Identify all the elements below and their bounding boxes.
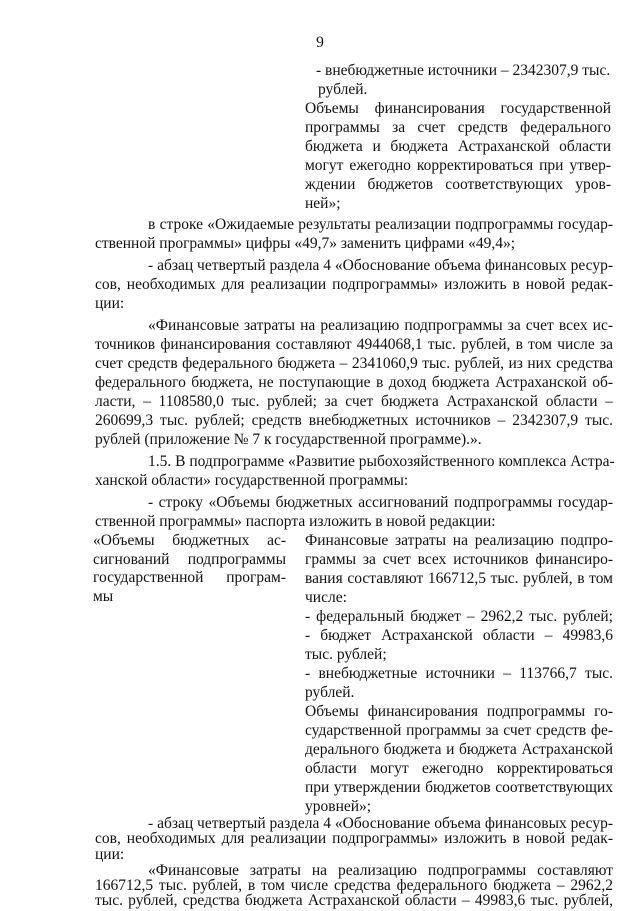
text-line: ласти, – 1108580,0 тыс. рублей; за счет бюджета Астраханской области –: [95, 393, 613, 410]
text-line: 166712,5 тыс. рублей, в том числе средства федерального бюджета – 2962,2: [95, 876, 613, 894]
text-line: дерального бюджета и бюджета Астраханской: [305, 741, 613, 758]
text-line: ственной программы» цифры «49,7» заменить цифрами «49,4»;: [95, 235, 516, 252]
text-line: рублей (приложение № 7 к государственной программе).».: [95, 431, 482, 448]
text-line: государственной програм-: [93, 569, 286, 587]
text-line: сов, необходимых для реализации подпрограммы» изложить в новой редак-: [95, 830, 613, 848]
text-line: - федеральный бюджет – 2962,2 тыс. рублей;: [305, 608, 613, 625]
text-line: федерального бюджета, не поступающие в доход бюджета Астраханской об-: [95, 374, 613, 391]
text-line: сударственной программы за счет средств фе-: [305, 722, 613, 739]
text-line: ней»;: [305, 195, 341, 212]
text-line: - внебюджетные источники – 113766,7 тыс.: [305, 665, 613, 682]
text-line: сигнований подпрограммы: [93, 550, 286, 568]
text-line: - внебюджетные источники – 2342307,9 тыс.: [316, 62, 611, 79]
text-line: Финансовые затраты на реализацию подпро-: [305, 532, 613, 549]
text-line: мы: [93, 587, 114, 605]
text-line: 260699,3 тыс. рублей; средств внебюджетных источников – 2342307,9 тыс.: [95, 412, 613, 429]
text-line: точников финансирования составляют 4944068,1 тыс. рублей, в том числе за: [95, 336, 613, 353]
text-line: области могут ежегодно корректироваться: [305, 760, 613, 777]
text-line: - абзац четвертый раздела 4 «Обоснование объема финансовых ресур-: [148, 257, 613, 274]
text-line: - абзац четвертый раздела 4 «Обоснование объема финансовых ресур-: [148, 815, 613, 833]
text-line: в строке «Ожидаемые результаты реализации подпрограммы государ-: [148, 216, 613, 233]
text-line: ждении бюджетов соответствующих уров-: [305, 176, 611, 193]
text-line: программы за счет средств федерального: [305, 119, 611, 136]
text-line: «Финансовые затраты на реализацию подпрограммы за счет всех ис-: [148, 317, 613, 334]
text-line: Объемы финансирования государственной: [305, 100, 611, 117]
text-line: «Финансовые затраты на реализацию подпрограммы составляют: [148, 861, 613, 879]
text-line: рублей.: [318, 81, 368, 98]
text-line: счет средств федерального бюджета – 2341060,9 тыс. рублей, из них средства: [95, 355, 613, 372]
text-line: Объемы финансирования подпрограммы го-: [305, 703, 613, 720]
table-row-label: [93, 532, 286, 606]
page-number: 9: [316, 34, 324, 51]
text-line: тыс. рублей;: [305, 646, 387, 663]
text-line: вания составляют 166712,5 тыс. рублей, в том: [305, 570, 613, 587]
text-line: тыс. рублей, средства бюджета Астраханской области – 49983,6 тыс. рублей,: [95, 892, 613, 909]
text-line: бюджета и бюджета Астраханской области: [305, 138, 611, 155]
text-line: числе:: [305, 589, 347, 606]
text-line: рублей.: [305, 684, 355, 701]
text-line: ции:: [95, 845, 125, 863]
text-line: ции:: [95, 295, 125, 312]
text-line: - бюджет Астраханской области – 49983,6: [305, 627, 613, 644]
text-line: ханской области» государственной программы:: [95, 472, 409, 489]
text-line: сов, необходимых для реализации подпрограммы» изложить в новой редак-: [95, 276, 613, 293]
text-line: 1.5. В подпрограмме «Развитие рыбохозяйственного комплекса Астра-: [148, 453, 615, 470]
text-line: ственной программы» паспорта изложить в новой редакции:: [95, 513, 496, 530]
text-line: граммы за счет всех источников финансиро-: [305, 551, 613, 568]
text-line: «Объемы бюджетных ас-: [93, 532, 286, 549]
text-line: могут ежегодно корректироваться при утвер-: [305, 157, 611, 174]
text-line: при утверждении бюджетов соответствующих: [305, 779, 613, 796]
text-line: - строку «Объемы бюджетных ассигнований подпрограммы государ-: [148, 494, 613, 511]
text-line: уровней»;: [305, 798, 372, 815]
